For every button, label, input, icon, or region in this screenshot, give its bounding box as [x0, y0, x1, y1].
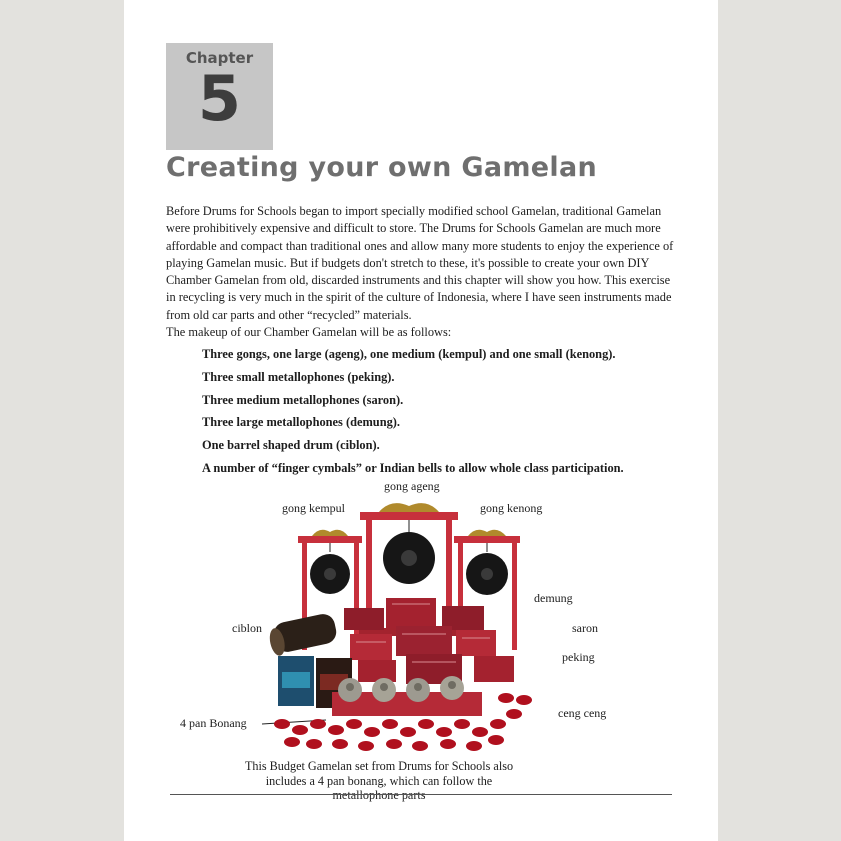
- ciblon-drum: [267, 612, 338, 657]
- list-item: One barrel shaped drum (ciblon).: [202, 438, 380, 453]
- list-item: Three large metallophones (demung).: [202, 415, 401, 430]
- label-demung: demung: [534, 591, 573, 605]
- label-bonang: 4 pan Bonang: [180, 716, 247, 730]
- metallophones: [344, 598, 514, 684]
- chapter-number: 5: [197, 62, 242, 135]
- label-ceng-ceng: ceng ceng: [558, 706, 607, 720]
- list-item: Three small metallophones (peking).: [202, 369, 395, 384]
- label-saron: saron: [572, 621, 598, 635]
- chapter-title: Creating your own Gamelan: [166, 152, 597, 183]
- intro-paragraph: Before Drums for Schools began to import specially modified school Gamelan, traditional Gamelan were prohibitively expensive and difficult to store. The Drums for Schools Gamelan are much more affordable and compact than traditional ones and allow many more students to enjoy the experience of playing Gamelan music. But if budgets don't stretch to these, it's possible to create your own DIY Chamber Gamelan from old, discarded instruments and this chapter will show you how. This exercise in recycling is very much in the spirit of the culture of Indonesia, where I have seen instruments made from old car parts and other “recycled” materials.: [166, 204, 674, 322]
- figure-caption: This Budget Gamelan set from Drums for Schools also includes a 4 pan bonang, which can follow the metallophone parts: [244, 759, 514, 802]
- gamelan-photo: [254, 478, 564, 758]
- list-item: A number of “finger cymbals” or Indian bells to allow whole class participation.: [202, 460, 624, 475]
- book-page: [124, 0, 718, 841]
- label-gong-kenong: gong kenong: [480, 501, 543, 515]
- chapter-badge: [166, 43, 273, 150]
- list-item: Three gongs, one large (ageng), one medium (kempul) and one small (kenong).: [202, 347, 616, 361]
- divider: [170, 794, 672, 795]
- makeup-intro: The makeup of our Chamber Gamelan will be as follows:: [166, 325, 452, 339]
- instrument-list: [202, 347, 624, 484]
- label-ciblon: ciblon: [232, 621, 262, 635]
- label-peking: peking: [562, 650, 595, 664]
- list-item: Three medium metallophones (saron).: [202, 392, 404, 407]
- label-gong-ageng: gong ageng: [384, 479, 440, 493]
- label-gong-kempul: gong kempul: [282, 501, 345, 515]
- chapter-label: Chapter: [185, 49, 254, 67]
